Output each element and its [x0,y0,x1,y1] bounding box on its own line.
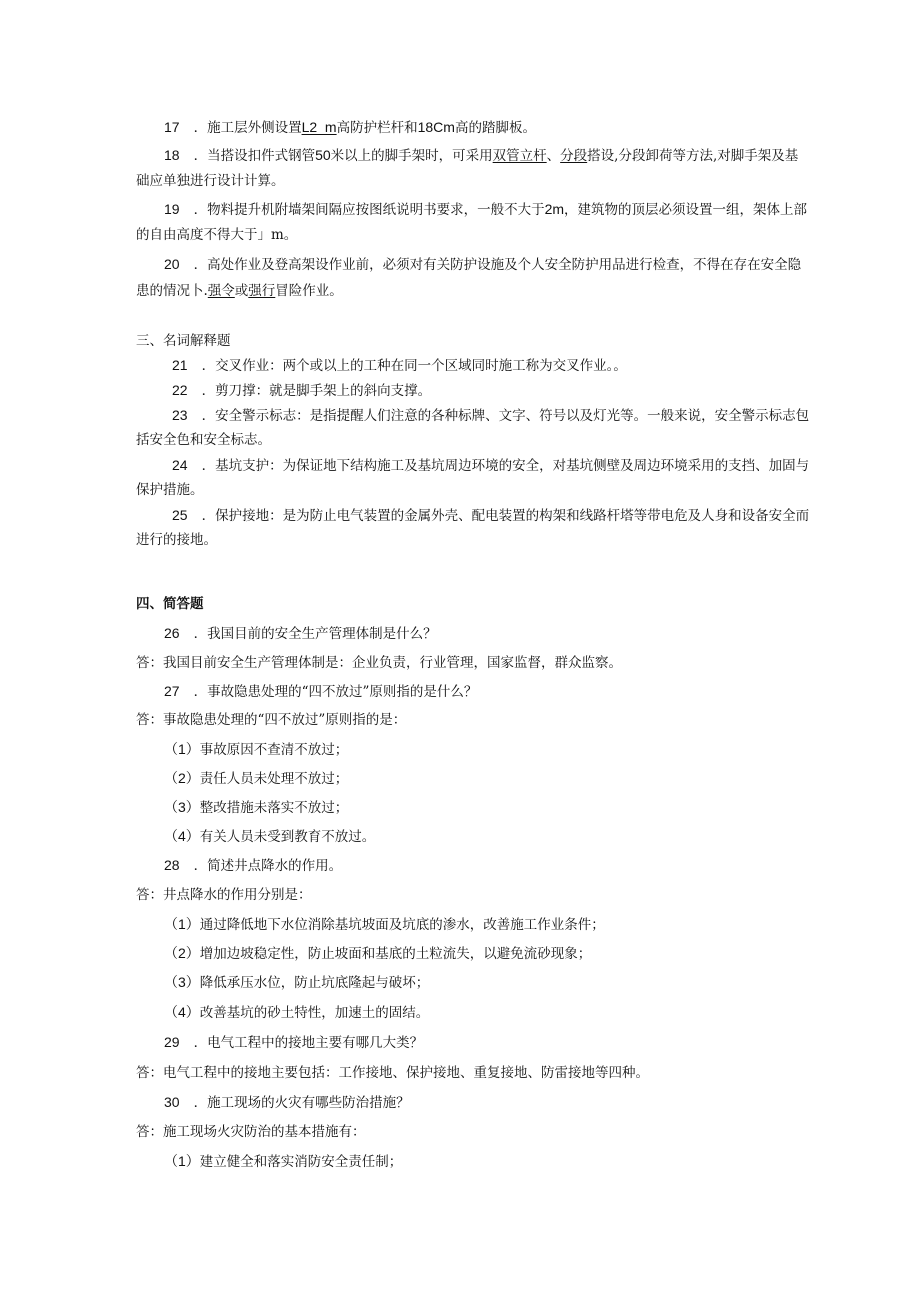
question-20: 20 ．高处作业及登高架设作业前，必须对有关防护设施及个人安全防护用品进行检查，不得在存在安全隐 [164,256,802,273]
list-item: （4）有关人员未受到教育不放过。 [164,828,376,845]
question-number: 24 [172,457,188,473]
question-28: 28 ．简述井点降水的作用。 [164,857,343,874]
blank-answer: L2_m [301,119,337,135]
question-number: 18 [164,147,180,163]
question-19: 19 ．物料提升机附墙架间隔应按图纸说明书要求，一般不大于2m，建筑物的顶层必须设置一组，架体上部 [164,201,808,218]
question-18-continued: 础应单独进行设计计算。 [136,173,285,189]
question-number: 27 [164,683,180,699]
list-item: （1）通过降低地下水位消除基坑坡面及坑底的渗水，改善施工作业条件； [164,916,605,933]
question-20-continued: 患的情况卜.强令或强行冒险作业。 [136,283,343,299]
list-item: （2）增加边坡稳定性，防止坡面和基底的土粒流失，以避免流砂现象； [164,945,592,962]
question-number: 28 [164,857,180,873]
list-item: （3）整改措施未落实不放过； [164,799,349,816]
answer-28: 答：井点降水的作用分别是： [136,887,312,903]
answer-26: 答：我国目前安全生产管理体制是：企业负责，行业管理，国家监督，群众监察。 [136,655,622,671]
list-item: （1）事故原因不查清不放过； [164,741,349,758]
question-30: 30 ．施工现场的火灾有哪些防治措施？ [164,1094,410,1111]
question-25-continued: 进行的接地。 [136,532,217,548]
blank-answer: 分段 [560,148,588,164]
answer-27: 答：事故隐患处理的“四不放过”原则指的是： [136,712,407,728]
answer-29: 答：电气工程中的接地主要包括：工作接地、保护接地、重复接地、防雷接地等四种。 [136,1065,649,1081]
question-17: 17 ．施工层外侧设置L2_m高防护栏杆和18Cm高的踏脚板。 [164,119,536,136]
question-number: 23 [172,407,188,423]
blank-answer: 双管立杆 [492,148,547,164]
question-29: 29 ．电气工程中的接地主要有哪几大类？ [164,1034,424,1051]
question-number: 25 [172,507,188,523]
question-26: 26 ．我国目前的安全生产管理体制是什么？ [164,625,437,642]
question-21: 21 ．交叉作业：两个或以上的工种在同一个区域同时施工称为交叉作业。。 [172,357,627,374]
question-number: 26 [164,625,180,641]
question-number: 29 [164,1034,180,1050]
blank-answer: 强令 [207,283,235,299]
question-25: 25 ．保护接地：是为防止电气装置的金属外壳、配电装置的构架和线路杆塔等带电危及人身和设备安全而 [172,507,810,524]
section-heading-4: 四、简答题 [136,596,204,611]
section-heading-3: 三、名词解释题 [136,333,231,349]
question-22: 22 ．剪刀撑：就是脚手架上的斜向支撑。 [172,382,432,399]
question-number: 30 [164,1094,180,1110]
question-24-continued: 保护措施。 [136,482,204,498]
question-number: 22 [172,382,188,398]
question-number: 21 [172,357,188,373]
blank-answer: 强行 [248,283,276,299]
question-19-continued: 的自由高度不得大于」m。 [136,227,298,243]
list-item: （4）改善基坑的砂土特性，加速土的固结。 [164,1004,430,1021]
question-18: 18 ．当搭设扣件式钢管50米以上的脚手架时，可采用双管立杆、分段搭设,分段卸荷等方法,对脚手架及基 [164,147,799,164]
question-23-continued: 括安全色和安全标志。 [136,432,271,448]
question-27: 27 ．事故隐患处理的“四不放过”原则指的是什么？ [164,683,478,700]
question-number: 20 [164,256,180,272]
question-number: 17 [164,119,180,135]
list-item: （2）责任人员未处理不放过； [164,770,349,787]
question-23: 23 ．安全警示标志：是指提醒人们注意的各种标牌、文字、符号以及灯光等。一般来说，安全警示标志包 [172,407,810,424]
list-item: （1）建立健全和落实消防安全责任制； [164,1153,403,1170]
list-item: （3）降低承压水位，防止坑底隆起与破坏； [164,974,430,991]
question-24: 24 ．基坑支护：为保证地下结构施工及基坑周边环境的安全，对基坑侧壁及周边环境采用的支挡、加固与 [172,457,810,474]
answer-30: 答：施工现场火灾防治的基本措施有： [136,1124,366,1140]
question-number: 19 [164,201,180,217]
